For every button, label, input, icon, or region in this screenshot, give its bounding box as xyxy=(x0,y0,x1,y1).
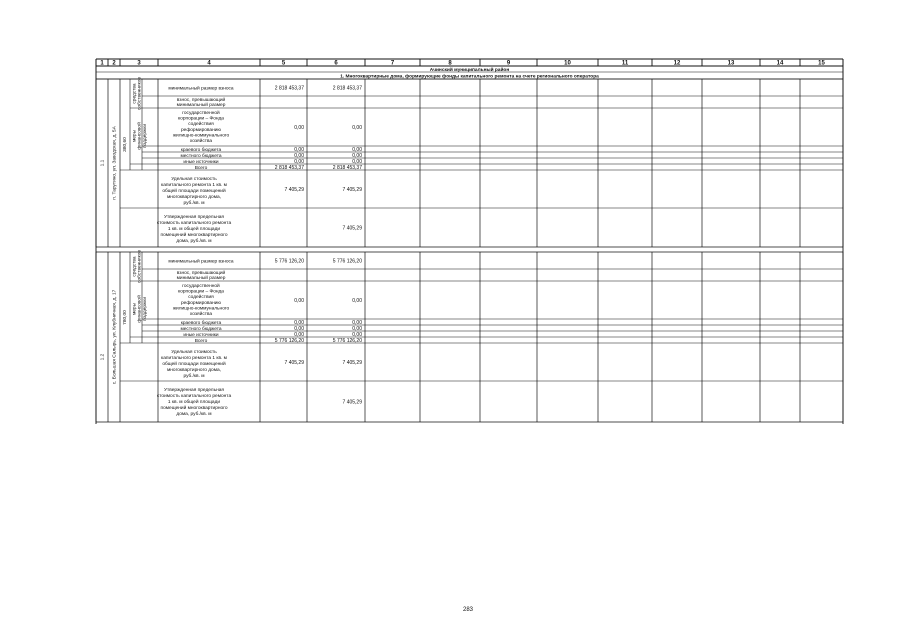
state-corporation-col6: 0,00 xyxy=(352,297,362,304)
total-col6: 2 818 453,37 xyxy=(332,164,362,171)
min-contribution-col5: 5 776 126,20 xyxy=(274,258,304,265)
column-number-11: 11 xyxy=(621,60,629,67)
column-number-14: 14 xyxy=(776,60,784,67)
min-contribution-col6: 2 818 453,37 xyxy=(332,85,362,92)
page-number: 283 xyxy=(462,607,474,613)
regional-budget-col6: 0,00 xyxy=(352,146,362,153)
block-number: 1.2 xyxy=(100,353,106,361)
regional-budget-label: краевого бюджета xyxy=(180,147,222,153)
total-label: Всего xyxy=(194,165,208,171)
column-number-6: 6 xyxy=(334,60,338,67)
total-label: Всего xyxy=(194,338,208,344)
limit-cost-col6: 7 405,29 xyxy=(342,399,362,406)
other-sources-col6: 0,00 xyxy=(352,331,362,338)
state-corporation-col5: 0,00 xyxy=(294,124,304,131)
total-col6: 5 776 126,20 xyxy=(332,337,362,344)
house-area: 780,00 xyxy=(122,310,128,325)
min-contribution-col6: 5 776 126,20 xyxy=(332,258,362,265)
own-funds-label: средствасобственников xyxy=(132,77,143,110)
house-area: 380,60 xyxy=(122,137,128,152)
house-address: п. Тарутино, ул. Заводская, д. 5А xyxy=(112,126,118,200)
over-min-label: взнос, превышающий минимальный размер xyxy=(176,98,226,108)
column-number-13: 13 xyxy=(727,60,735,67)
state-corporation-col6: 0,00 xyxy=(352,124,362,131)
house-address: с. Большая Салырь, ул. Клубничная, д. 17 xyxy=(112,289,118,385)
regional-budget-label: краевого бюджета xyxy=(180,320,222,326)
other-sources-col6: 0,00 xyxy=(352,158,362,165)
min-contribution-label: минимальный размер взноса xyxy=(168,259,234,265)
state-corporation-label: государственной корпорации – Фонда содействия реформированию жилищно-коммунального хозяйства xyxy=(172,284,230,317)
district-title: Ачинский муниципальный район xyxy=(429,67,510,73)
local-budget-col5: 0,00 xyxy=(294,325,304,332)
state-corporation-label: государственной корпорации – Фонда содействия реформированию жилищно-коммунального хозяйства xyxy=(172,111,230,144)
other-sources-label: иные источники xyxy=(183,332,219,338)
column-number-9: 9 xyxy=(506,60,511,67)
unit-cost-label: Удельная стоимость капитального ремонта 1 кв. м общей площади помещений многоквартирного дома, руб./кв. м xyxy=(161,350,227,379)
other-sources-col5: 0,00 xyxy=(294,158,304,165)
column-number-7: 7 xyxy=(390,60,395,67)
column-number-1: 1 xyxy=(100,60,104,67)
limit-cost-col6: 7 405,29 xyxy=(342,225,362,232)
unit-cost-col6: 7 405,29 xyxy=(342,359,362,366)
local-budget-label: местного бюджета xyxy=(180,326,222,332)
column-number-3: 3 xyxy=(137,60,141,67)
regional-budget-col5: 0,00 xyxy=(294,146,304,153)
total-col5: 2 818 453,37 xyxy=(274,164,304,171)
state-corporation-col5: 0,00 xyxy=(294,297,304,304)
min-contribution-col5: 2 818 453,37 xyxy=(274,85,304,92)
local-budget-label: местного бюджета xyxy=(180,153,222,159)
regional-budget-col6: 0,00 xyxy=(352,319,362,326)
unit-cost-col5: 7 405,29 xyxy=(284,359,304,366)
column-number-5: 5 xyxy=(281,60,286,67)
column-number-15: 15 xyxy=(818,60,825,67)
local-budget-col6: 0,00 xyxy=(352,325,362,332)
own-funds-label: средствасобственников xyxy=(132,250,143,283)
total-col5: 5 776 126,20 xyxy=(274,337,304,344)
local-budget-col5: 0,00 xyxy=(294,152,304,159)
column-number-8: 8 xyxy=(448,60,452,67)
limit-cost-label: Утвержденная предельная стоимость капитального ремонта 1 кв. м общей площади помещений многоквартирного дома, руб./кв. м xyxy=(156,388,232,417)
section-title: 1. Многоквартирные дома, формирующие фонды капитального ремонта на счете регионального оператора xyxy=(340,74,599,80)
regional-budget-col5: 0,00 xyxy=(294,319,304,326)
column-number-10: 10 xyxy=(564,60,571,67)
other-sources-col5: 0,00 xyxy=(294,331,304,338)
over-min-label: взнос, превышающий минимальный размер xyxy=(176,271,226,281)
block-number: 1.1 xyxy=(100,159,106,167)
column-number-2: 2 xyxy=(112,60,116,67)
support-label: мерыфинансовойподдержки xyxy=(132,122,148,150)
column-number-4: 4 xyxy=(207,60,211,67)
unit-cost-label: Удельная стоимость капитального ремонта 1 кв. м общей площади помещений многоквартирного дома, руб./кв. м xyxy=(161,177,227,206)
unit-cost-col6: 7 405,29 xyxy=(342,186,362,193)
column-number-12: 12 xyxy=(673,60,681,67)
unit-cost-col5: 7 405,29 xyxy=(284,186,304,193)
min-contribution-label: минимальный размер взноса xyxy=(168,86,234,92)
other-sources-label: иные источники xyxy=(183,159,219,165)
limit-cost-label: Утвержденная предельная стоимость капитального ремонта 1 кв. м общей площади помещений многоквартирного дома, руб./кв. м xyxy=(156,215,232,244)
support-label: мерыфинансовойподдержки xyxy=(132,295,148,323)
local-budget-col6: 0,00 xyxy=(352,152,362,159)
